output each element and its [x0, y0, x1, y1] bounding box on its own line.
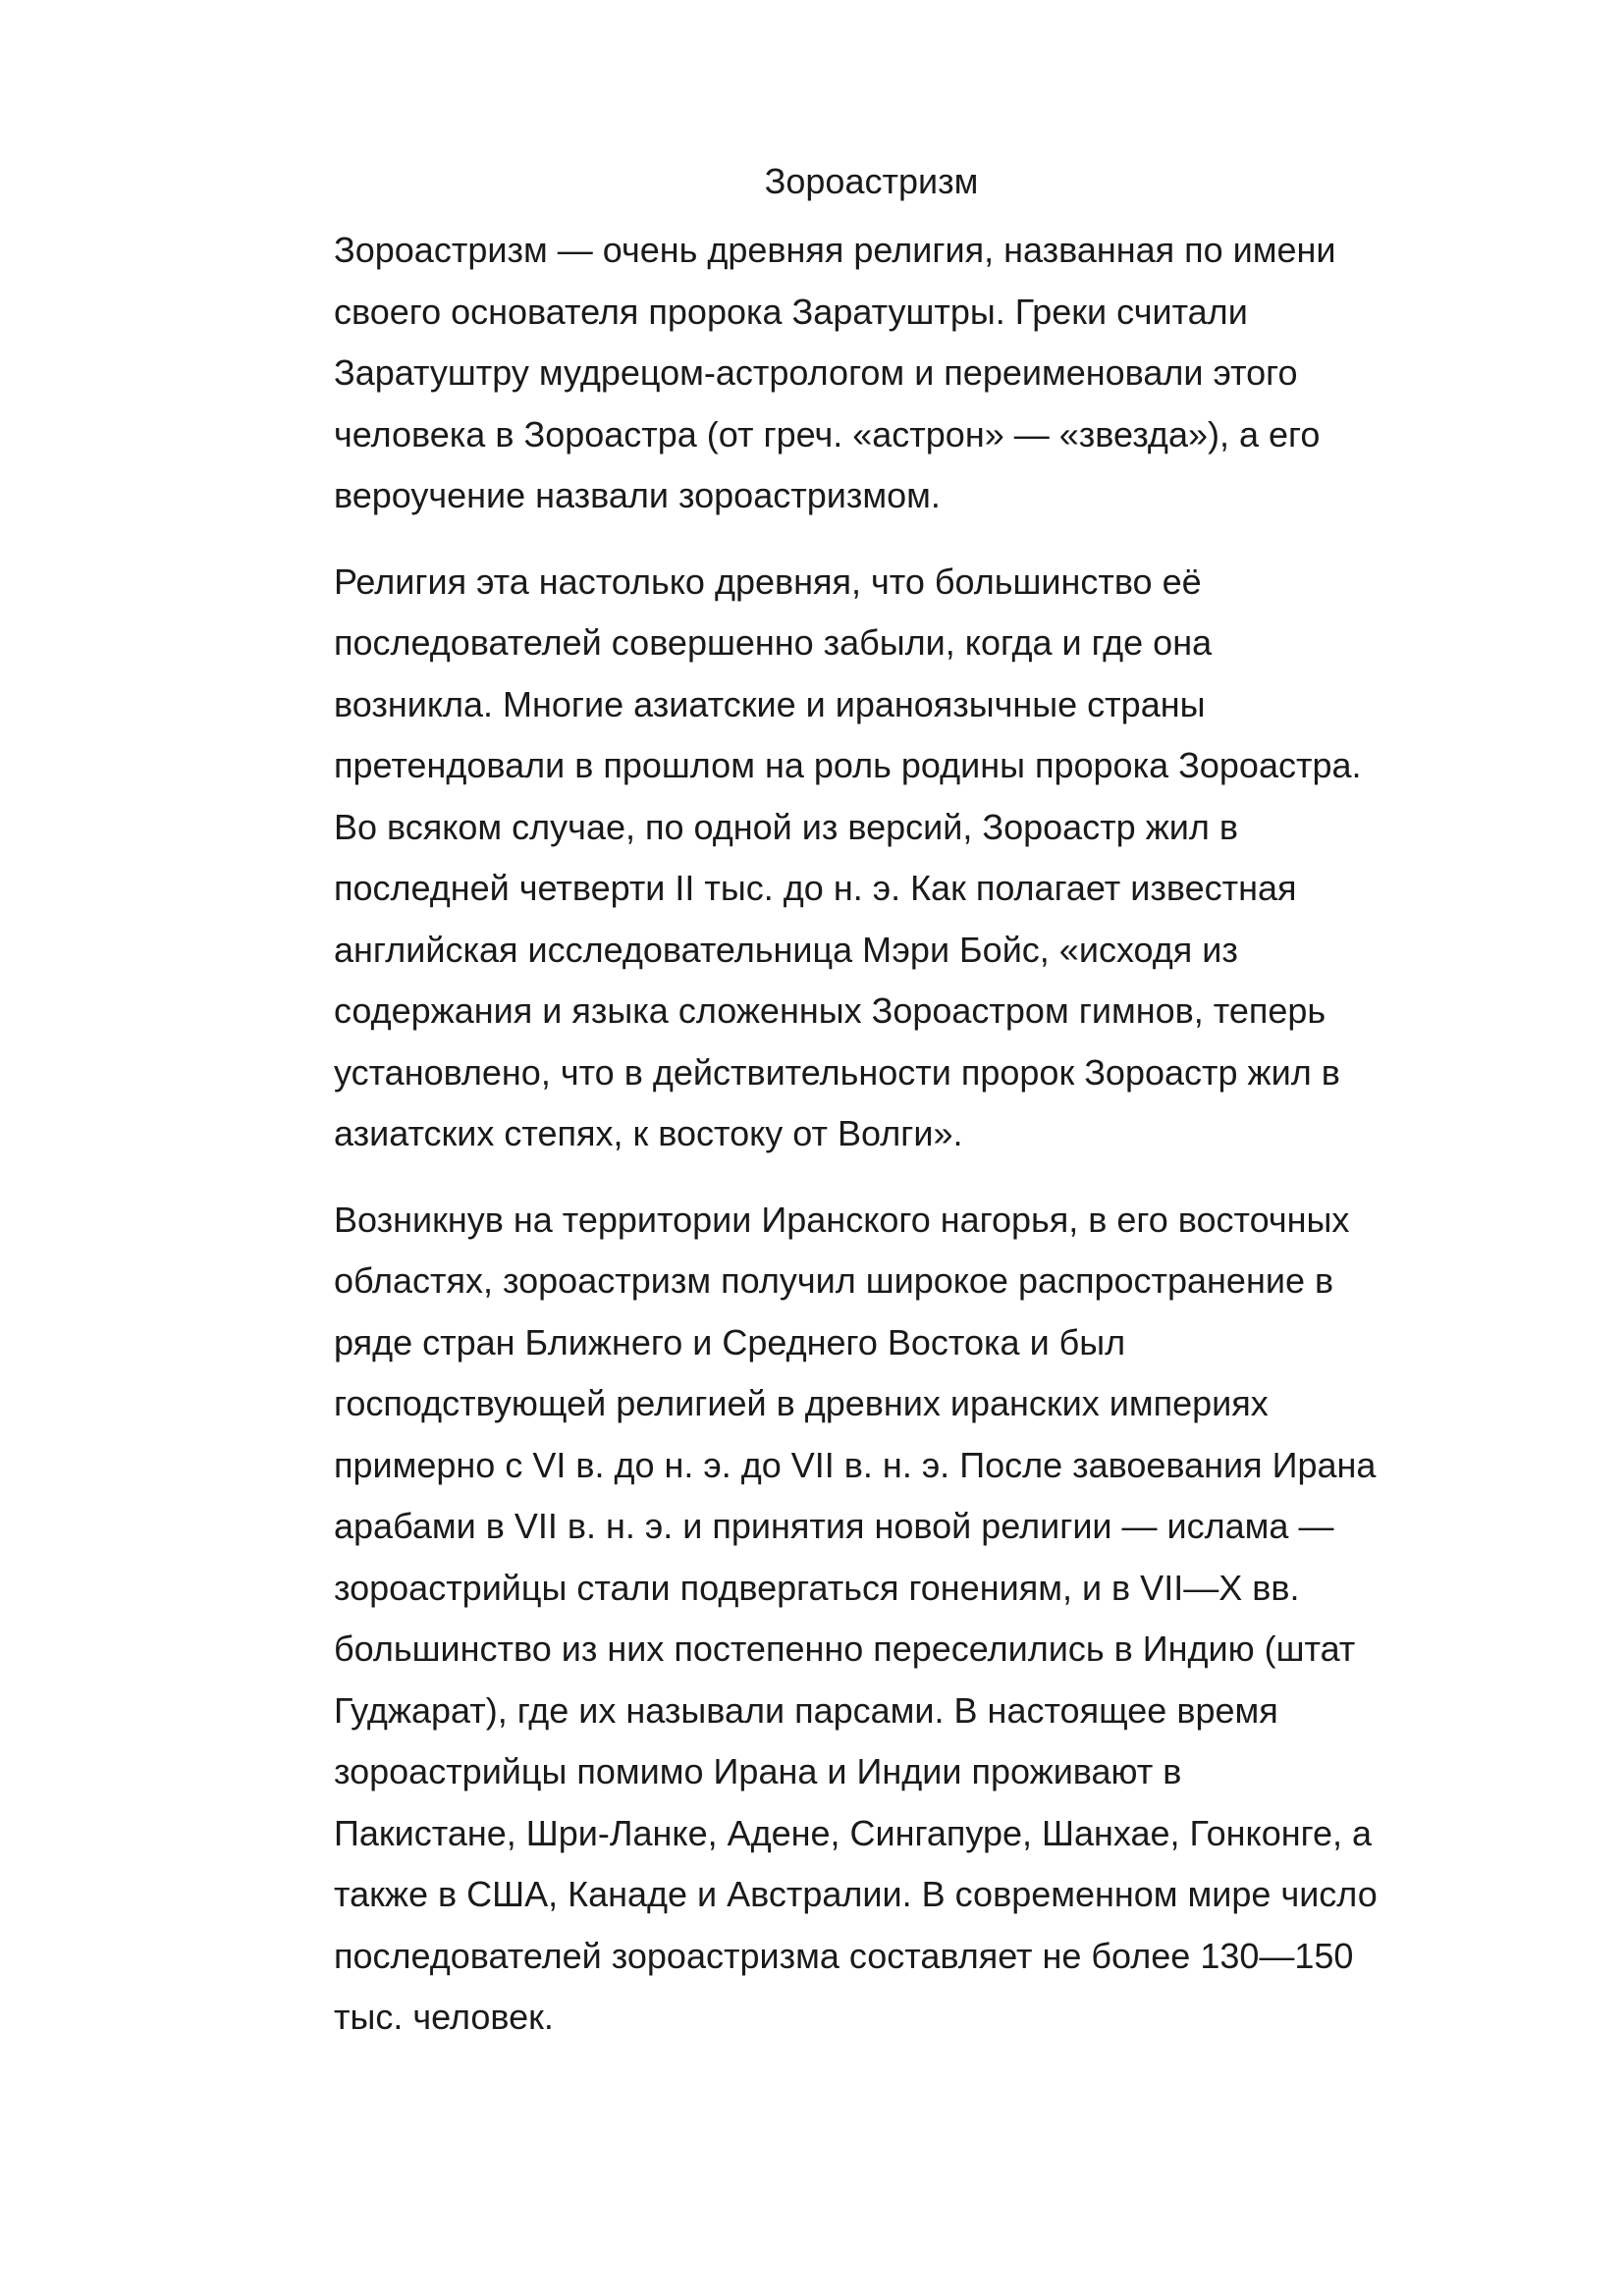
paragraph-1: Зороастризм — очень древняя религия, названная по имени своего основателя пророка Заратуштры. Греки считали Заратуштру мудрецом-астрологом и переименовали этого человека в Зороастра (от греч. «астрон» — «звезда»), а его вероучение назвали зороастризмом. — [334, 230, 1336, 515]
paragraph-3: Возникнув на территории Иранского нагорья, в его восточных областях, зороастризм получил широкое распространение в ряде стран Ближнего и Среднего Востока и был господствующей религией в древних иранских империях примерно с VI в. до н. э. до VII в. н. э. После завоевания Ирана арабами в VII в. н. э. и принятия новой религии — ислама — зороастрийцы стали подвергаться гонениям, и в VII—X вв. большинство из них постепенно переселились в Индию (штат Гуджарат), где их называли парсами. В настоящее время зороастрийцы помимо Ирана и Индии проживают в Пакистане, Шри-Ланке, Адене, Сингапуре, Шанхае, Гонконге, а также в США, Канаде и Австралии. В современном мире число последователей зороастризма составляет не более 130—150 тыс. человек. — [334, 1199, 1378, 2037]
document-page — [334, 147, 1542, 2073]
paragraph-2: Религия эта настолько древняя, что большинство её последователей совершенно забыли, когда и где она возникла. Многие азиатские и ираноязычные страны претендовали в прошлом на роль родины пророка Зороастра. Во всяком случае, по одной из версий, Зороастр жил в последней четверти II тыс. до н. э. Как полагает известная английская исследовательница Мэри Бойс, «исходя из содержания и языка сложенных Зороастром гимнов, теперь установлено, что в действительности пророк Зороастр жил в азиатских степях, к востоку от Волги». — [334, 561, 1362, 1153]
document-title: Зороастризм — [764, 161, 979, 201]
